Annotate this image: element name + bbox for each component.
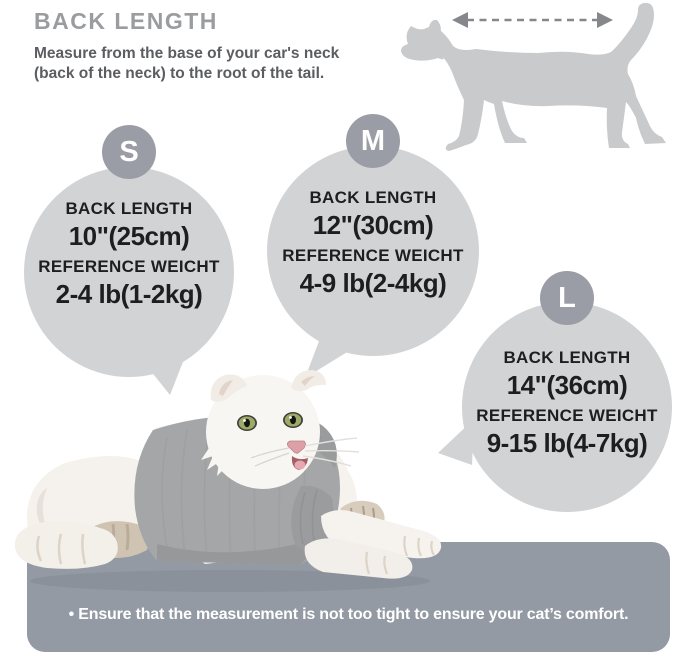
size-badge-l: [540, 271, 594, 325]
weight-value: 9-15 lb(4-7kg): [486, 428, 648, 458]
size-badge-s: [102, 125, 156, 179]
back-length-label: BACK LENGTH: [65, 199, 193, 218]
measure-instructions-line1: Measure from the base of your car's neck: [34, 45, 340, 62]
size-badge-s-letter: S: [119, 135, 139, 168]
size-bubble-l: [462, 271, 672, 571]
size-badge-m-letter: M: [360, 124, 386, 157]
size-badge-m: [346, 114, 400, 168]
weight-label: REFERENCE WEICHT: [38, 257, 220, 276]
back-length-value: 10"(25cm): [68, 221, 190, 251]
footer-note: • Ensure that the measurement is not too tight to ensure your cat’s comfort.: [68, 606, 629, 623]
back-length-value: 12"(30cm): [312, 210, 434, 240]
weight-value: 4-9 lb(2-4kg): [299, 268, 447, 298]
measure-instructions-line2: (back of the neck) to the root of the tail.: [34, 65, 325, 82]
weight-value: 2-4 lb(1-2kg): [55, 279, 203, 309]
recovery-suit-cat-photo: [5, 368, 455, 595]
back-length-label: BACK LENGTH: [309, 188, 437, 207]
weight-label: REFERENCE WEICHT: [282, 246, 464, 265]
weight-label: REFERENCE WEICHT: [476, 406, 658, 425]
measure-instructions: [34, 44, 339, 84]
page-title: BACK LENGTH: [34, 8, 218, 34]
back-length-value: 14"(36cm): [506, 370, 628, 400]
size-badge-l-letter: L: [558, 281, 576, 314]
back-length-label: BACK LENGTH: [503, 348, 631, 367]
